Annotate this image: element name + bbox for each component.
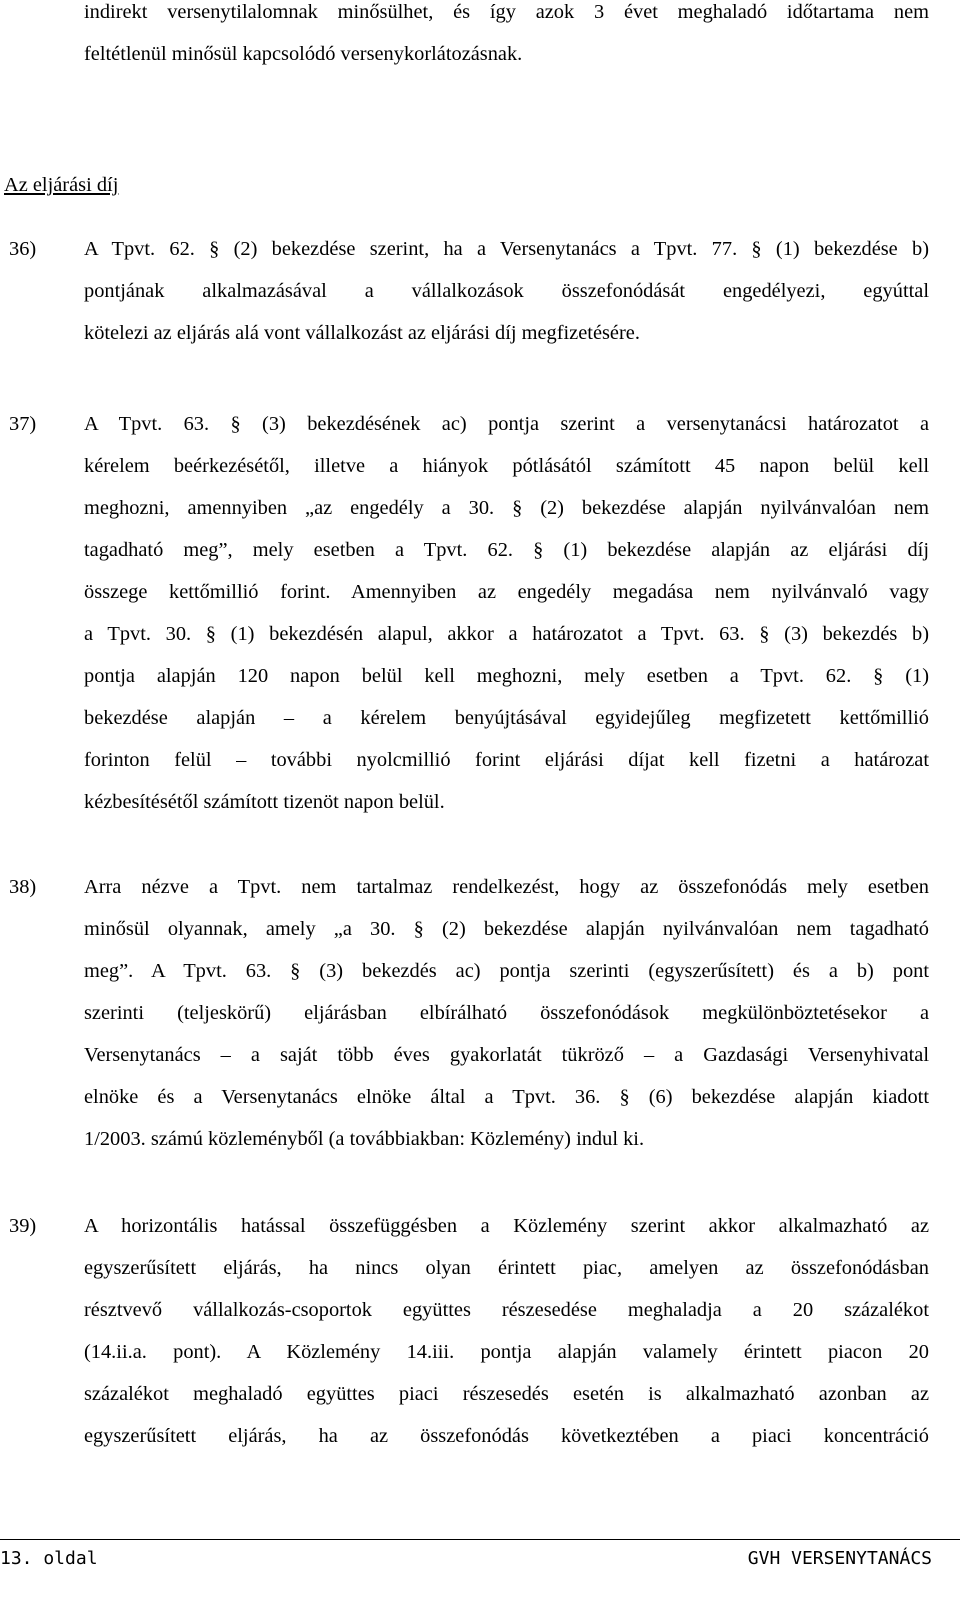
paragraph-38-line-3: meg”. A Tpvt. 63. § (3) bekezdés ac) pontja szerinti (egyszerűsített) és a b) pont bbox=[84, 960, 929, 982]
paragraph-37-line-1: A Tpvt. 63. § (3) bekezdésének ac) pontja szerint a versenytanácsi határozatot a bbox=[84, 413, 929, 435]
intro-line-2: feltétlenül minősül kapcsolódó versenykorlátozásnak. bbox=[84, 43, 523, 65]
paragraph-39-line-1: A horizontális hatással összefüggésben a Közlemény szerint akkor alkalmazható az bbox=[84, 1215, 929, 1237]
paragraph-37-line-6: a Tpvt. 30. § (1) bekezdésén alapul, akkor a határozatot a Tpvt. 63. § (3) bekezdés b) bbox=[84, 623, 929, 645]
paragraph-37-line-3: meghozni, amennyiben „az engedély a 30. § (2) bekezdése alapján nyilvánvalóan nem bbox=[84, 497, 929, 519]
paragraph-36-line-1: A Tpvt. 62. § (2) bekezdése szerint, ha a Versenytanács a Tpvt. 77. § (1) bekezdése b) bbox=[84, 238, 929, 260]
paragraph-39-line-4: (14.ii.a. pont). A Közlemény 14.iii. pontja alapján valamely érintett piacon 20 bbox=[84, 1341, 929, 1363]
paragraph-38-line-6: elnöke és a Versenytanács elnöke által a Tpvt. 36. § (6) bekezdése alapján kiadott bbox=[84, 1086, 929, 1108]
paragraph-39-line-2: egyszerűsített eljárás, ha nincs olyan érintett piac, amelyen az összefonódásban bbox=[84, 1257, 929, 1279]
paragraph-38-line-5: Versenytanács – a saját több éves gyakorlatát tükröző – a Gazdasági Versenyhivatal bbox=[84, 1044, 929, 1066]
paragraph-37-line-10: kézbesítésétől számított tizenöt napon belül. bbox=[84, 791, 445, 813]
paragraph-37-line-8: bekezdése alapján – a kérelem benyújtásával egyidejűleg megfizetett kettőmillió bbox=[84, 707, 929, 729]
paragraph-38-line-7: 1/2003. számú közleményből (a továbbiakban: Közlemény) indul ki. bbox=[84, 1128, 645, 1150]
paragraph-37-line-5: összege kettőmillió forint. Amennyiben az engedély megadása nem nyilvánvaló vagy bbox=[84, 581, 929, 603]
paragraph-number-39: 39) bbox=[9, 1215, 37, 1237]
paragraph-number-38: 38) bbox=[9, 876, 37, 898]
paragraph-37-line-7: pontja alapján 120 napon belül kell meghozni, mely esetben a Tpvt. 62. § (1) bbox=[84, 665, 929, 687]
section-heading: Az eljárási díj bbox=[4, 174, 119, 196]
paragraph-39-line-6: egyszerűsített eljárás, ha az összefonódás következtében a piaci koncentráció bbox=[84, 1425, 929, 1447]
paragraph-number-37: 37) bbox=[9, 413, 37, 435]
paragraph-38-line-2: minősül olyannak, amely „a 30. § (2) bekezdése alapján nyilvánvalóan nem tagadható bbox=[84, 918, 929, 940]
paragraph-38-line-4: szerinti (teljeskörű) eljárásban elbírálható összefonódások megkülönböztetésekor a bbox=[84, 1002, 929, 1024]
paragraph-39-line-3: résztvevő vállalkozás-csoportok együttes részesedése meghaladja a 20 százalékot bbox=[84, 1299, 929, 1321]
footer-divider bbox=[0, 1539, 960, 1540]
paragraph-39-line-5: százalékot meghaladó együttes piaci részesedés esetén is alkalmazható azonban az bbox=[84, 1383, 929, 1405]
paragraph-36-line-3: kötelezi az eljárás alá vont vállalkozást az eljárási díj megfizetésére. bbox=[84, 322, 640, 344]
paragraph-38-line-1: Arra nézve a Tpvt. nem tartalmaz rendelkezést, hogy az összefonódás mely esetben bbox=[84, 876, 929, 898]
paragraph-37-line-4: tagadható meg”, mely esetben a Tpvt. 62. § (1) bekezdése alapján az eljárási díj bbox=[84, 539, 929, 561]
footer-organization: GVH VERSENYTANÁCS bbox=[747, 1548, 932, 1569]
paragraph-37-line-9: forinton felül – további nyolcmillió forint eljárási díjat kell fizetni a határozat bbox=[84, 749, 929, 771]
paragraph-number-36: 36) bbox=[9, 238, 37, 260]
footer-page-number: 13. oldal bbox=[0, 1548, 98, 1569]
intro-line-1: indirekt versenytilalomnak minősülhet, és így azok 3 évet meghaladó időtartama nem bbox=[84, 1, 929, 23]
paragraph-37-line-2: kérelem beérkezésétől, illetve a hiányok pótlásától számított 45 napon belül kell bbox=[84, 455, 929, 477]
paragraph-36-line-2: pontjának alkalmazásával a vállalkozások összefonódását engedélyezi, egyúttal bbox=[84, 280, 929, 302]
